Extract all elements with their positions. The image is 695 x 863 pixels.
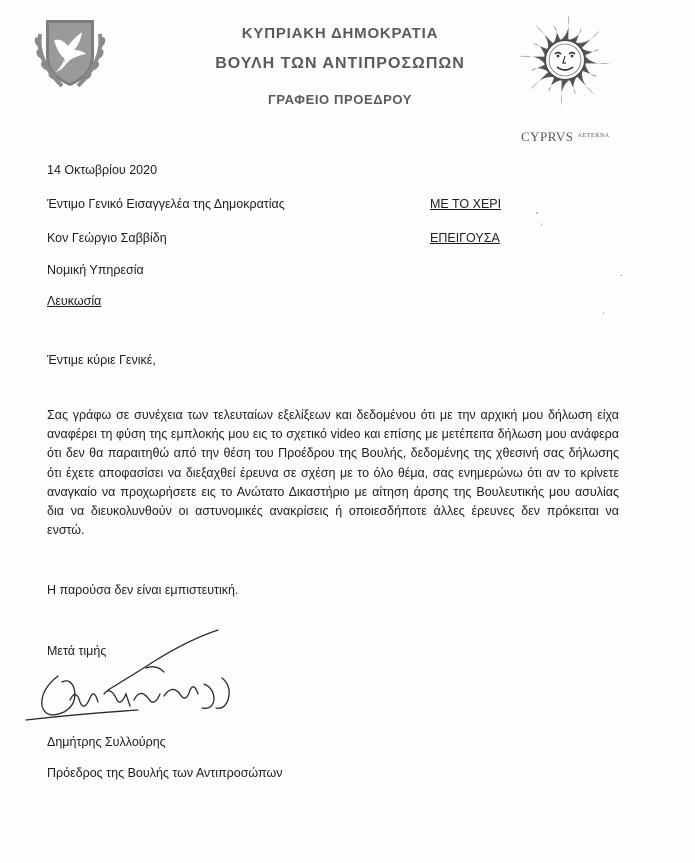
scan-speck (603, 312, 604, 314)
letterhead-country: ΚΥΠΡΙΑΚΗ ΔΗΜΟΚΡΑΤΙΑ (241, 25, 439, 42)
sun-ray (570, 28, 582, 42)
sun-ray (519, 56, 544, 63)
salutation: Έντιμε κύριε Γενικέ, (47, 353, 156, 367)
confidentiality-note: Η παρούσα δεν είναι εμπιστευτική. (47, 583, 239, 597)
signer-title: Πρόεδρος της Βουλής των Αντιπροσώπων (47, 766, 283, 780)
letter-body: Σας γράφω σε συνέχεια των τελευταίων εξελίξεων και δεδομένου ότι με την αρχική μου δήλωση είχα αναφέρει τη φύση της εμπλοκής μου εις το σχετικό video και επίσης με μετέπειτα δήλωση μου ανάφερα ότι δεν θα παραιτηθώ από την θέση του Προέδρου της Βουλής, δεδομένης της χθεσινή σας δήλωσης ότι έχετε αποφασίσει να διεξαχθεί έρευνα σε σχέση με το όλο θέμα, σας ενημερώνω ότι αν το κρίνετε αναγκαίο να προχωρήσετε εις το Ανώτατο Δικαστήριο με αίτηση άρσης της Βουλευτικής μου ασυλίας δια να διευκολυνθούν οι αστυνομικές ανακρίσεις ή οποιεσδήποτε άλλες έρευνες δεν πρόκειται να ενστώ. (47, 408, 619, 538)
sun-ray (554, 26, 560, 42)
sun-ray (570, 78, 576, 94)
sun-ray (577, 30, 600, 48)
sun-logo-icon (517, 10, 613, 106)
sun-ray (531, 65, 547, 71)
sun-ray (549, 78, 561, 92)
urgency-note: ΕΠΕΙΓΟΥΣΑ (430, 231, 500, 245)
scan-speck (536, 212, 538, 214)
letterhead-parliament: ΒΟΥΛΗ ΤΩΝ ΑΝΤΙΠΡΟΣΩΠΩΝ (215, 55, 465, 72)
scan-speck (541, 223, 542, 226)
sun-ray (562, 14, 569, 39)
recipient-line-1: Έντιμο Γενικό Εισαγγελέα της Δημοκρατίας (47, 197, 285, 211)
letter-date: 14 Οκτωβρίου 2020 (47, 163, 158, 177)
recipient-line-2: Κον Γεώργιο Σαββίδη (47, 231, 167, 245)
sun-ray (577, 72, 595, 95)
cyprus-aeterna-logo: CYPRVS $^{AETERNA}$ (521, 129, 610, 144)
sun-ray (530, 72, 553, 90)
sun-ray (561, 81, 568, 106)
delivery-note: ΜΕ ΤΟ ΧΕΡΙ (430, 197, 502, 211)
sun-ray (583, 49, 599, 55)
sun-ray (583, 65, 597, 77)
sun-ray (535, 25, 553, 48)
closing: Μετά τιμής (47, 644, 107, 658)
recipient-line-3: Νομική Υπηρεσία (47, 263, 144, 277)
sun-ray (586, 57, 611, 64)
signer-name: Δημήτρης Συλλούρης (47, 735, 166, 749)
scan-speck (620, 275, 622, 276)
sun-ray (533, 44, 547, 56)
coat-of-arms-emblem (32, 14, 108, 90)
letterhead-office: ΓΡΑΦΕΙΟ ΠΡΟΕΔΡΟΥ (267, 92, 413, 107)
recipient-city: Λευκωσία (47, 294, 102, 308)
handwritten-signature (18, 628, 268, 728)
